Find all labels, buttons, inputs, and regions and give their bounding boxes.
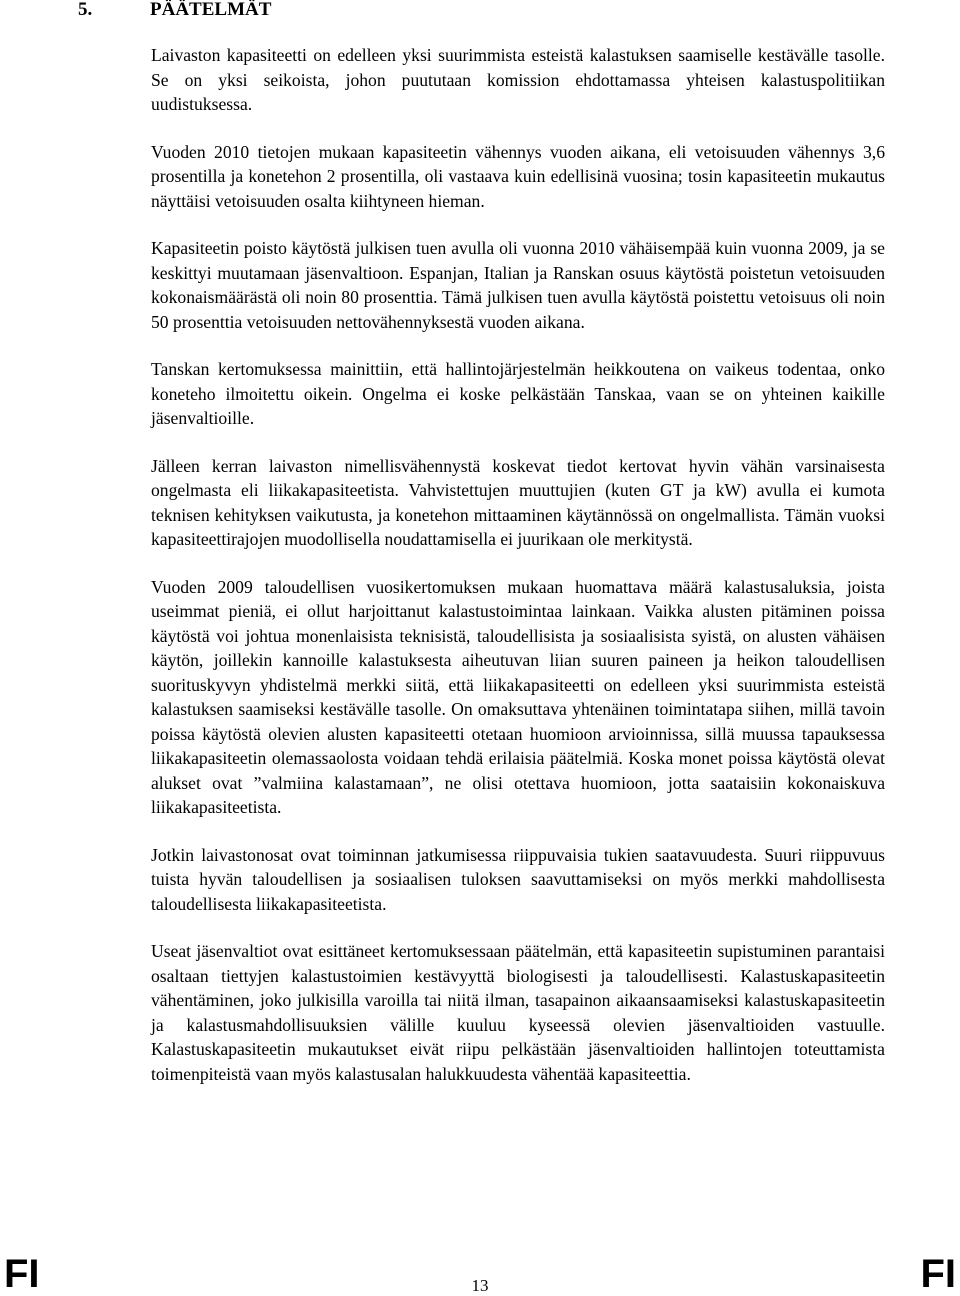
paragraph-4: Tanskan kertomuksessa mainittiin, että hallintojärjestelmän heikkoutena on vaikeus todentaa, onko koneteho ilmoitettu oikein. Ongelma ei koske pelkästään Tanskaa, vaan se on yhteinen kaikille jäsenvaltioille. <box>151 359 885 428</box>
paragraph-1: Laivaston kapasiteetti on edelleen yksi suurimmista esteistä kalastuksen saamiselle kestävälle tasolle. Se on yksi seikoista, johon puututaan komission ehdottamassa yhteisen kalastuspolitiikan uudistuksessa. <box>151 45 885 114</box>
paragraph-2: Vuoden 2010 tietojen mukaan kapasiteetin vähennys vuoden aikana, eli vetoisuuden vähennys 3,6 prosentilla ja konetehon 2 prosentilla, oli vastaava kuin edellisinä vuosina; tosin kapasiteetin mukautus näyttäisi vetoisuuden osalta kiihtyneen hieman. <box>151 141 885 211</box>
section-title: PÄÄTELMÄT <box>150 0 272 20</box>
paragraph-7: Jotkin laivastonosat ovat toiminnan jatkumisessa riippuvaisia tukien saatavuudesta. Suuri riippuvuus tuista hyvän taloudellisen ja sosiaalisen tuloksen saavuttamiseksi on myös merkki mahdollisesta taloudellisesta liikakapasiteetista. <box>151 844 885 914</box>
page-number: 13 <box>471 1276 489 1295</box>
section-number: 5. <box>78 0 93 20</box>
footer-language-left: FI <box>4 1252 40 1296</box>
footer-language-right: FI <box>920 1252 956 1296</box>
paragraph-6: Vuoden 2009 taloudellisen vuosikertomuksen mukaan huomattava määrä kalastusaluksia, joista useimmat pieniä, ei ollut harjoittanut kalastustoimintaa lainkaan. Vaikka alusten pitäminen poissa käytöstä voi johtua monenlaisista teknisistä, taloudellisista ja sosiaalisista syistä, on alusten vähäisen käytön, joillekin kannoille kalastuksesta aiheutuvan liian suuren paineen ja heikon taloudellisen suorituskyvyn yhdistelmä merkki siitä, että liikakapasiteetti on edelleen yksi suurimmista esteistä kalastuksen saamiseksi kestävälle tasolle. On omaksuttava yhtenäinen toimintatapa siihen, millä tavoin poissa käytöstä olevien alusten kapasiteetti otetaan huomioon arvioinnissa, sillä muussa tapauksessa liikakapasiteetin olemassaolosta voidaan tehdä erilaisia päätelmiä. Koska monet poissa käytöstä olevat alukset ovat ”valmiina kalastamaan”, ne olisi otettava huomioon, jotta saataisiin kokonaiskuva liikakapasiteetista. <box>151 576 885 817</box>
paragraph-5: Jälleen kerran laivaston nimellisvähennystä koskevat tiedot kertovat hyvin vähän varsinaisesta ongelmasta eli liikakapasiteetista. Vahvistettujen muuttujien (kuten GT ja kW) avulla ei kumota teknisen kehityksen vaikutusta, ja konetehon mittaaminen käytännössä on ongelmallista. Tämän vuoksi kapasiteettirajojen muodollisella noudattamisella ei juurikaan ole merkitystä. <box>151 455 885 549</box>
section-heading <box>78 0 271 22</box>
paragraph-3: Kapasiteetin poisto käytöstä julkisen tuen avulla oli vuonna 2010 vähäisempää kuin vuonna 2009, ja se keskittyi muutamaan jäsenvaltioon. Espanjan, Italian ja Ranskan osuus käytöstä poistetun vetoisuuden kokonaismäärästä oli noin 80 prosenttia. Tämä julkisen tuen avulla käytöstä poistettu vetoisuus oli noin 50 prosenttia vetoisuuden nettovähennyksestä vuoden aikana. <box>151 238 885 332</box>
section-body <box>151 43 885 1109</box>
paragraph-8: Useat jäsenvaltiot ovat esittäneet kertomuksessaan päätelmän, että kapasiteetin supistuminen parantaisi osaltaan tiettyjen kalastustoimien kestävyyttä biologisesti ja taloudellisesti. Kalastuskapasiteetin vähentäminen, joko julkisilla varoilla tai niitä ilman, tasapainon aikaansaamiseksi kalastuskapasiteetin ja kalastusmahdollisuuksien välille kuuluu kyseessä olevien jäsenvaltioiden vastuulle. Kalastuskapasiteetin mukautukset eivät riipu pelkästään jäsenvaltioiden hallintojen toteuttamista toimenpiteistä vaan myös kalastusalan halukkuudesta vähentää kapasiteettia. <box>151 941 885 1084</box>
